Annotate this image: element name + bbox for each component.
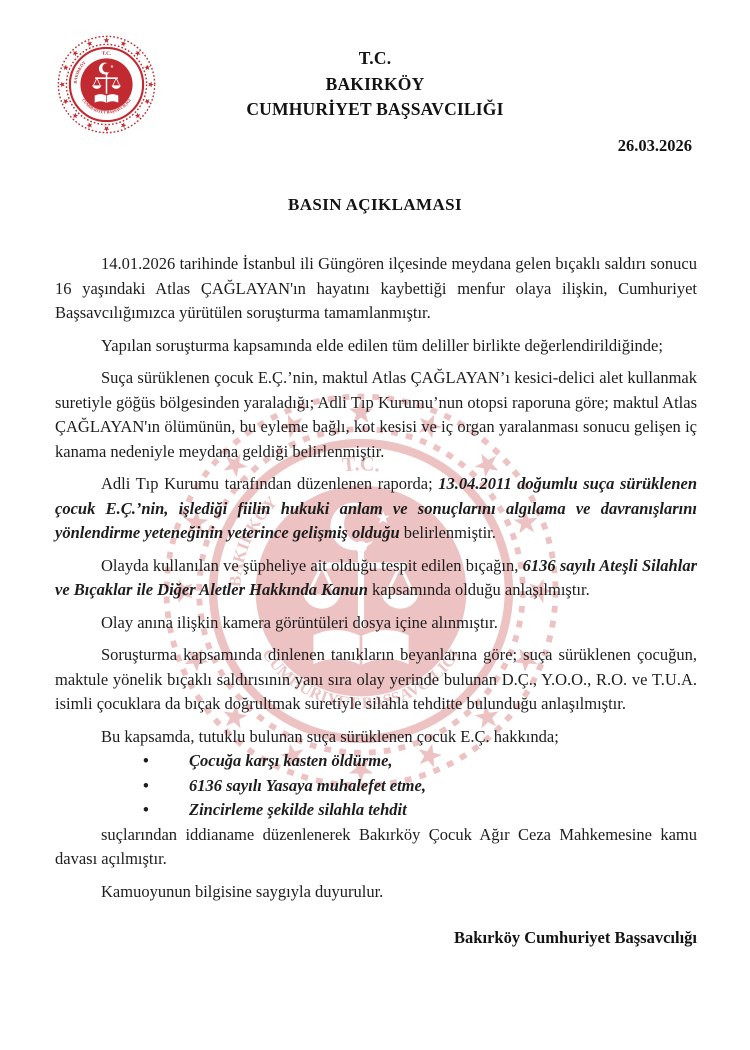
paragraph-weapon <box>55 554 697 603</box>
paragraph-witnesses: Soruşturma kapsamında dinlenen tanıkların beyanlarına göre; suça sürüklenen çocuğun, maktule yönelik bıçaklı saldırısının yanı sıra olay yerinde bulunan D.Ç., Y.O.O., R.O. ve T.U.A. isimli çocuklara da bıçak doğrultmak suretiyle silahla tehditte bulunduğu anlaşılmıştır. <box>55 645 697 713</box>
segment-normal: kapsamında olduğu anlaşılmıştır. <box>367 580 590 599</box>
charge-label: 6136 sayılı Yasaya muhalefet etme, <box>189 775 426 795</box>
bullet-icon: • <box>143 775 149 795</box>
letterhead-line-tc: T.C. <box>358 48 392 68</box>
segment-emphasis: 13.04.2011 doğumlu suça sürüklenen çocuk E.Ç.’nin, işlediği fiilin hukuki anlam ve sonuçlarını algılama ve davranışlarını yönlendirme yeteneğinin yeterince gelişmiş olduğu <box>55 474 697 542</box>
bullet-icon: • <box>143 800 149 819</box>
paragraph-incident: 14.01.2026 tarihinde İstanbul ili Güngören ilçesinde meydana gelen bıçaklı saldırı sonucu 16 yaşındaki Atlas ÇAĞLAYAN'ın hayatını kaybettiği menfur olaya ilişkin, Cumhuriyet Başsavcılığımızca yürütülen soruşturma tamamlanmıştır. <box>55 254 697 322</box>
letterhead-line-office: CUMHURİYET BAŞSAVCILIĞI <box>246 99 504 119</box>
paragraph-charges-intro: Bu kapsamda, tutuklu bulunan suça sürüklenen çocuk E.Ç. hakkında; <box>101 726 559 746</box>
letterhead-line-district: BAKIRKÖY <box>325 73 425 94</box>
paragraph-forensic-report <box>55 472 697 546</box>
charge-item <box>55 774 697 799</box>
charge-label: Zincirleme şekilde silahla tehdit <box>189 800 407 819</box>
segment-normal: belirlenmiştir. <box>399 523 496 542</box>
charge-item <box>55 798 697 823</box>
segment-normal: Olayda kullanılan ve şüpheliye ait olduğu tespit edilen bıçağın, <box>101 555 523 575</box>
document-body <box>55 252 697 951</box>
paragraph-evidence-intro: Yapılan soruşturma kapsamında elde edilen tüm deliller birlikte değerlendirildiğinde; <box>101 335 663 355</box>
segment-emphasis: 6136 sayılı Ateşli Silahlar ve Bıçaklar ile Diğer Aletler Hakkında Kanun <box>55 555 697 599</box>
letterhead <box>0 46 750 123</box>
charge-item <box>55 749 697 774</box>
signature: Bakırköy Cumhuriyet Başsavcılığı <box>454 928 697 947</box>
bullet-icon: • <box>143 751 149 770</box>
segment-normal: Adli Tıp Kurumu tarafından düzenlenen raporda; <box>101 474 439 493</box>
document-date: 26.03.2026 <box>617 136 692 155</box>
paragraph-indictment: suçlarından iddianame düzenlenerek Bakırköy Çocuk Ağır Ceza Mahkemesine kamu davası açılmıştır. <box>55 824 697 868</box>
charge-label: Çocuğa karşı kasten öldürme, <box>189 751 393 770</box>
paragraph-closing: Kamuoyunun bilgisine saygıyla duyurulur. <box>101 881 384 901</box>
paragraph-camera-footage: Olay anına ilişkin kamera görüntüleri dosya içine alınmıştır. <box>101 612 498 632</box>
paragraph-autopsy: Suça sürüklenen çocuk E.Ç.’nin, maktul Atlas ÇAĞLAYAN’ı kesici-delici alet kullanmak suretiyle göğüs bölgesinden yaraladığı; Adli Tıp Kurumu’nun otopsi raporuna göre; maktul Atlas ÇAĞLAYAN'ın ölümünün, bu eyleme bağlı, kot kesisi ve iç organ yaralanması sonucu gelişen iç kanama nedeniyle meydana geldiği belirlenmiştir. <box>55 368 697 461</box>
page-title: BASIN AÇIKLAMASI <box>287 195 463 214</box>
